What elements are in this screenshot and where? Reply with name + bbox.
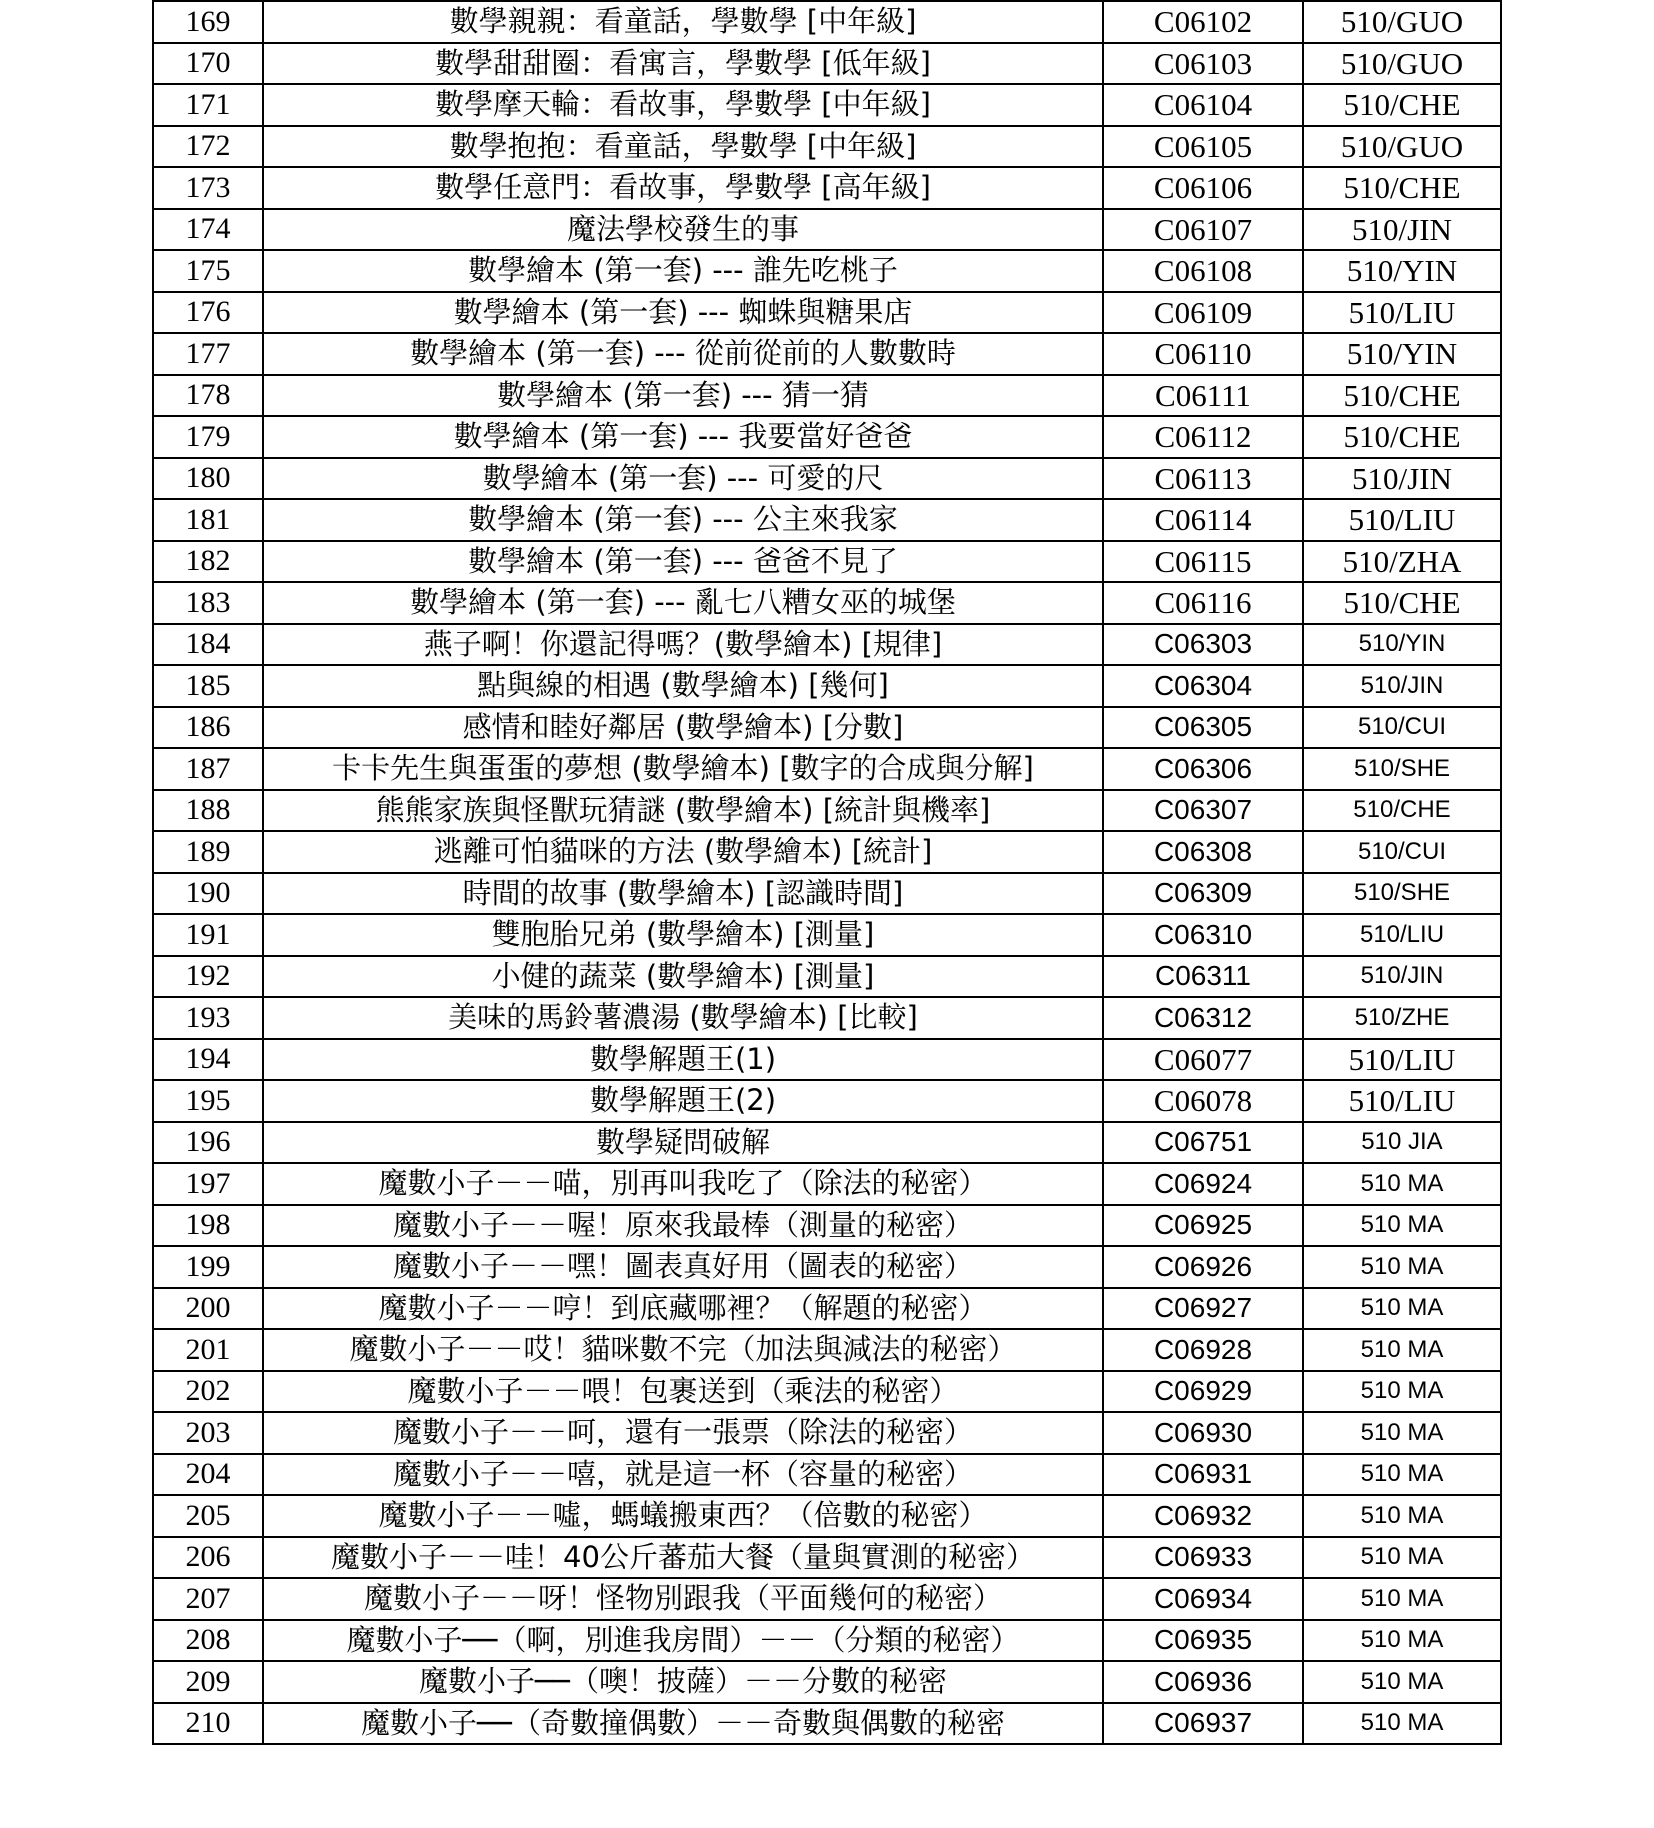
- call-number: 510/LIU: [1303, 499, 1501, 541]
- row-number: 173: [153, 167, 263, 209]
- book-code: C06112: [1103, 416, 1303, 458]
- row-number: 205: [153, 1495, 263, 1537]
- call-number: 510 MA: [1303, 1288, 1501, 1330]
- table-row: [153, 1454, 1501, 1496]
- row-number: 197: [153, 1163, 263, 1205]
- book-code: C06936: [1103, 1661, 1303, 1703]
- call-number: 510/CHE: [1303, 790, 1501, 832]
- book-title: 魔數小子－－喔！原來我最棒（測量的秘密）: [263, 1205, 1103, 1247]
- table-row: [153, 333, 1501, 375]
- call-number: 510/YIN: [1303, 333, 1501, 375]
- table-row: [153, 1122, 1501, 1164]
- book-title: 數學摩天輪：看故事，學數學 [中年級]: [263, 84, 1103, 126]
- row-number: 202: [153, 1371, 263, 1413]
- table-row: [153, 499, 1501, 541]
- table-row: [153, 790, 1501, 832]
- book-code: C06115: [1103, 541, 1303, 583]
- table-row: [153, 1412, 1501, 1454]
- book-title: 魔數小子－－哼！到底藏哪裡？（解題的秘密）: [263, 1288, 1103, 1330]
- row-number: 200: [153, 1288, 263, 1330]
- row-number: 184: [153, 624, 263, 666]
- call-number: 510/CUI: [1303, 831, 1501, 873]
- call-number: 510/LIU: [1303, 1039, 1501, 1081]
- call-number: 510/LIU: [1303, 292, 1501, 334]
- table-row: [153, 167, 1501, 209]
- book-title: 數學親親：看童話，學數學 [中年級]: [263, 1, 1103, 43]
- book-title: 魔數小子－－嘻，就是這一杯（容量的秘密）: [263, 1454, 1103, 1496]
- book-code: C06113: [1103, 458, 1303, 500]
- row-number: 172: [153, 126, 263, 168]
- call-number: 510/CHE: [1303, 167, 1501, 209]
- book-title: 魔數小子－－喵，別再叫我吃了（除法的秘密）: [263, 1163, 1103, 1205]
- row-number: 199: [153, 1246, 263, 1288]
- book-code: C06309: [1103, 873, 1303, 915]
- row-number: 194: [153, 1039, 263, 1081]
- call-number: 510 MA: [1303, 1246, 1501, 1288]
- row-number: 188: [153, 790, 263, 832]
- row-number: 203: [153, 1412, 263, 1454]
- call-number: 510/CHE: [1303, 84, 1501, 126]
- book-code: C06103: [1103, 43, 1303, 85]
- book-title: 魔數小子──（奇數撞偶數）－－奇數與偶數的秘密: [263, 1703, 1103, 1745]
- book-title: 時間的故事 (數學繪本) [認識時間]: [263, 873, 1103, 915]
- table-row: [153, 458, 1501, 500]
- book-title: 數學繪本 (第一套) --- 亂七八糟女巫的城堡: [263, 582, 1103, 624]
- call-number: 510/GUO: [1303, 126, 1501, 168]
- row-number: 209: [153, 1661, 263, 1703]
- book-code: C06077: [1103, 1039, 1303, 1081]
- book-title: 魔數小子－－嘿！圖表真好用（圖表的秘密）: [263, 1246, 1103, 1288]
- row-number: 179: [153, 416, 263, 458]
- book-title: 數學解題王(1): [263, 1039, 1103, 1081]
- book-title: 魔數小子──（噢！披薩）－－分數的秘密: [263, 1661, 1103, 1703]
- book-title: 感情和睦好鄰居 (數學繪本) [分數]: [263, 707, 1103, 749]
- book-code: C06310: [1103, 914, 1303, 956]
- book-title: 逃離可怕貓咪的方法 (數學繪本) [統計]: [263, 831, 1103, 873]
- table-row: [153, 43, 1501, 85]
- book-code: C06305: [1103, 707, 1303, 749]
- row-number: 169: [153, 1, 263, 43]
- call-number: 510/ZHA: [1303, 541, 1501, 583]
- row-number: 208: [153, 1620, 263, 1662]
- book-code: C06929: [1103, 1371, 1303, 1413]
- row-number: 198: [153, 1205, 263, 1247]
- call-number: 510 MA: [1303, 1163, 1501, 1205]
- book-code: C06930: [1103, 1412, 1303, 1454]
- call-number: 510 MA: [1303, 1661, 1501, 1703]
- table-row: [153, 582, 1501, 624]
- row-number: 207: [153, 1578, 263, 1620]
- book-title: 燕子啊！你還記得嗎？(數學繪本) [規律]: [263, 624, 1103, 666]
- book-code: C06931: [1103, 1454, 1303, 1496]
- book-title: 數學抱抱：看童話，學數學 [中年級]: [263, 126, 1103, 168]
- book-code: C06926: [1103, 1246, 1303, 1288]
- table-row: [153, 1163, 1501, 1205]
- table-row: [153, 209, 1501, 251]
- row-number: 210: [153, 1703, 263, 1745]
- book-title: 魔數小子－－呀！怪物別跟我（平面幾何的秘密）: [263, 1578, 1103, 1620]
- table-row: [153, 956, 1501, 998]
- call-number: 510/JIN: [1303, 209, 1501, 251]
- row-number: 206: [153, 1537, 263, 1579]
- call-number: 510/ZHE: [1303, 997, 1501, 1039]
- call-number: 510/CHE: [1303, 416, 1501, 458]
- book-title: 數學任意門：看故事，學數學 [高年級]: [263, 167, 1103, 209]
- book-code: C06116: [1103, 582, 1303, 624]
- book-title: 魔數小子──（啊，別進我房間）－－（分類的秘密）: [263, 1620, 1103, 1662]
- book-title: 魔數小子－－呵，還有一張票（除法的秘密）: [263, 1412, 1103, 1454]
- book-title: 數學繪本 (第一套) --- 公主來我家: [263, 499, 1103, 541]
- table-row: [153, 1, 1501, 43]
- book-code: C06078: [1103, 1080, 1303, 1122]
- book-title: 雙胞胎兄弟 (數學繪本) [測量]: [263, 914, 1103, 956]
- row-number: 185: [153, 665, 263, 707]
- book-title: 熊熊家族與怪獸玩猜謎 (數學繪本) [統計與機率]: [263, 790, 1103, 832]
- call-number: 510/YIN: [1303, 250, 1501, 292]
- book-code: C06751: [1103, 1122, 1303, 1164]
- book-code: C06934: [1103, 1578, 1303, 1620]
- table-row: [153, 1661, 1501, 1703]
- call-number: 510/JIN: [1303, 458, 1501, 500]
- row-number: 192: [153, 956, 263, 998]
- book-title: 數學繪本 (第一套) --- 猜一猜: [263, 375, 1103, 417]
- call-number: 510 MA: [1303, 1495, 1501, 1537]
- book-code: C06303: [1103, 624, 1303, 666]
- row-number: 178: [153, 375, 263, 417]
- table-row: [153, 914, 1501, 956]
- book-title: 數學繪本 (第一套) --- 誰先吃桃子: [263, 250, 1103, 292]
- book-code: C06110: [1103, 333, 1303, 375]
- table-row: [153, 1537, 1501, 1579]
- book-title: 美味的馬鈴薯濃湯 (數學繪本) [比較]: [263, 997, 1103, 1039]
- table-row: [153, 1039, 1501, 1081]
- row-number: 175: [153, 250, 263, 292]
- book-code: C06104: [1103, 84, 1303, 126]
- book-title: 卡卡先生與蛋蛋的夢想 (數學繪本) [數字的合成與分解]: [263, 748, 1103, 790]
- book-code: C06304: [1103, 665, 1303, 707]
- book-code: C06307: [1103, 790, 1303, 832]
- table-row: [153, 1246, 1501, 1288]
- call-number: 510/CUI: [1303, 707, 1501, 749]
- book-code: C06928: [1103, 1329, 1303, 1371]
- book-title: 數學甜甜圈：看寓言，學數學 [低年級]: [263, 43, 1103, 85]
- book-code: C06111: [1103, 375, 1303, 417]
- row-number: 187: [153, 748, 263, 790]
- book-code: C06114: [1103, 499, 1303, 541]
- call-number: 510/LIU: [1303, 914, 1501, 956]
- row-number: 193: [153, 997, 263, 1039]
- call-number: 510/SHE: [1303, 748, 1501, 790]
- row-number: 191: [153, 914, 263, 956]
- table-row: [153, 665, 1501, 707]
- row-number: 170: [153, 43, 263, 85]
- book-code: C06311: [1103, 956, 1303, 998]
- book-code: C06937: [1103, 1703, 1303, 1745]
- table-row: [153, 1205, 1501, 1247]
- book-code: C06109: [1103, 292, 1303, 334]
- table-row: [153, 1288, 1501, 1330]
- book-code: C06308: [1103, 831, 1303, 873]
- row-number: 171: [153, 84, 263, 126]
- book-title: 數學解題王(2): [263, 1080, 1103, 1122]
- row-number: 174: [153, 209, 263, 251]
- row-number: 204: [153, 1454, 263, 1496]
- book-title: 魔數小子－－哎！貓咪數不完（加法與減法的秘密）: [263, 1329, 1103, 1371]
- call-number: 510/YIN: [1303, 624, 1501, 666]
- row-number: 195: [153, 1080, 263, 1122]
- book-code: C06927: [1103, 1288, 1303, 1330]
- book-code: C06107: [1103, 209, 1303, 251]
- book-code: C06108: [1103, 250, 1303, 292]
- row-number: 201: [153, 1329, 263, 1371]
- table-row: [153, 997, 1501, 1039]
- call-number: 510 MA: [1303, 1537, 1501, 1579]
- table-row: [153, 1703, 1501, 1745]
- call-number: 510 MA: [1303, 1703, 1501, 1745]
- row-number: 177: [153, 333, 263, 375]
- book-title: 小健的蔬菜 (數學繪本) [測量]: [263, 956, 1103, 998]
- book-title: 點與線的相遇 (數學繪本) [幾何]: [263, 665, 1103, 707]
- table-row: [153, 541, 1501, 583]
- book-title: 魔數小子－－哇！40公斤蕃茄大餐（量與實測的秘密）: [263, 1537, 1103, 1579]
- table-row: [153, 831, 1501, 873]
- table-row: [153, 748, 1501, 790]
- book-code: C06106: [1103, 167, 1303, 209]
- table-row: [153, 1371, 1501, 1413]
- table-row: [153, 84, 1501, 126]
- book-code: C06932: [1103, 1495, 1303, 1537]
- book-list-table: [152, 0, 1502, 1745]
- call-number: 510/JIN: [1303, 665, 1501, 707]
- call-number: 510/JIN: [1303, 956, 1501, 998]
- call-number: 510 MA: [1303, 1371, 1501, 1413]
- table-row: [153, 707, 1501, 749]
- table-row: [153, 375, 1501, 417]
- row-number: 196: [153, 1122, 263, 1164]
- row-number: 176: [153, 292, 263, 334]
- table-row: [153, 1620, 1501, 1662]
- table-row: [153, 250, 1501, 292]
- book-code: C06312: [1103, 997, 1303, 1039]
- call-number: 510/CHE: [1303, 375, 1501, 417]
- book-title: 數學繪本 (第一套) --- 可愛的尺: [263, 458, 1103, 500]
- book-code: C06935: [1103, 1620, 1303, 1662]
- book-code: C06933: [1103, 1537, 1303, 1579]
- call-number: 510 MA: [1303, 1205, 1501, 1247]
- table-row: [153, 1578, 1501, 1620]
- row-number: 180: [153, 458, 263, 500]
- row-number: 183: [153, 582, 263, 624]
- book-title: 數學繪本 (第一套) --- 蜘蛛與糖果店: [263, 292, 1103, 334]
- book-title: 數學繪本 (第一套) --- 我要當好爸爸: [263, 416, 1103, 458]
- book-title: 數學繪本 (第一套) --- 從前從前的人數數時: [263, 333, 1103, 375]
- call-number: 510 MA: [1303, 1578, 1501, 1620]
- row-number: 182: [153, 541, 263, 583]
- call-number: 510 MA: [1303, 1329, 1501, 1371]
- call-number: 510 JIA: [1303, 1122, 1501, 1164]
- call-number: 510 MA: [1303, 1454, 1501, 1496]
- row-number: 189: [153, 831, 263, 873]
- book-code: C06925: [1103, 1205, 1303, 1247]
- book-title: 魔數小子－－喂！包裹送到（乘法的秘密）: [263, 1371, 1103, 1413]
- table-row: [153, 1329, 1501, 1371]
- book-title: 魔數小子－－噓，螞蟻搬東西？（倍數的秘密）: [263, 1495, 1103, 1537]
- call-number: 510/GUO: [1303, 1, 1501, 43]
- row-number: 181: [153, 499, 263, 541]
- table-row: [153, 126, 1501, 168]
- call-number: 510/CHE: [1303, 582, 1501, 624]
- book-title: 數學繪本 (第一套) --- 爸爸不見了: [263, 541, 1103, 583]
- call-number: 510/LIU: [1303, 1080, 1501, 1122]
- call-number: 510/SHE: [1303, 873, 1501, 915]
- table-row: [153, 292, 1501, 334]
- table-row: [153, 873, 1501, 915]
- call-number: 510/GUO: [1303, 43, 1501, 85]
- book-code: C06102: [1103, 1, 1303, 43]
- book-code: C06924: [1103, 1163, 1303, 1205]
- call-number: 510 MA: [1303, 1620, 1501, 1662]
- book-title: 數學疑問破解: [263, 1122, 1103, 1164]
- row-number: 186: [153, 707, 263, 749]
- book-code: C06105: [1103, 126, 1303, 168]
- table-row: [153, 1495, 1501, 1537]
- table-row: [153, 416, 1501, 458]
- call-number: 510 MA: [1303, 1412, 1501, 1454]
- book-title: 魔法學校發生的事: [263, 209, 1103, 251]
- book-code: C06306: [1103, 748, 1303, 790]
- table-row: [153, 1080, 1501, 1122]
- table-row: [153, 624, 1501, 666]
- book-list-body: [153, 1, 1501, 1744]
- row-number: 190: [153, 873, 263, 915]
